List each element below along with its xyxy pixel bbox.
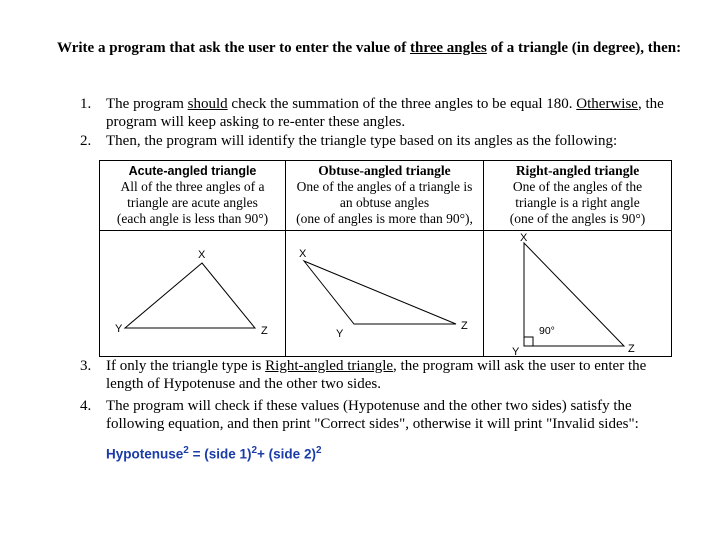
acute-triangle-shape (125, 263, 255, 328)
vertex-label-x: X (520, 232, 528, 244)
obtuse-triangle-figure (286, 231, 484, 356)
heading-part2: of a triangle (in degree), then: (486, 40, 682, 56)
description-line: One of the angles of the (512, 179, 643, 194)
vertex-label-z: Z (628, 343, 635, 355)
heading-part1: Write a program that ask the user to enter the value of (57, 40, 411, 56)
vertex-label-x: X (198, 249, 206, 261)
column-title: Right-angled triangle (515, 163, 640, 178)
text-part: , the program will keep asking to re-enter these angles. (106, 96, 664, 130)
list-number: 4. (80, 398, 92, 414)
description-line: (one of angles is more than 90°), (296, 211, 473, 226)
description-line: triangle is a right angle (515, 195, 640, 210)
description-line: All of the three angles of a (120, 179, 265, 194)
right-angle-marker (524, 337, 533, 346)
list-text: The program will check if these values (Hypotenuse and the other two sides) satisfy the following equation, and then print "Correct sides", otherwise it will print "Invalid sides": (106, 398, 639, 432)
list-number: 1. (80, 96, 92, 112)
equation-term: Hypotenuse (106, 446, 184, 462)
triangle-types-table (99, 160, 672, 357)
obtuse-figure-cell (286, 231, 484, 357)
column-title: Obtuse-angled triangle (318, 163, 451, 178)
right-figure-cell (484, 231, 672, 357)
vertex-label-x: X (299, 248, 307, 260)
text-part: If only the triangle type is (106, 358, 266, 374)
list-text (106, 357, 676, 393)
right-description-cell (484, 161, 672, 231)
acute-triangle-figure (100, 231, 286, 356)
angle-label: 90° (539, 325, 555, 337)
right-triangle-figure (484, 231, 672, 356)
underlined-text: should (187, 96, 228, 112)
vertex-label-y: Y (115, 323, 123, 335)
equation-exponent: 2 (183, 445, 189, 456)
text-part: The program (106, 96, 188, 112)
equation-exponent: 2 (315, 445, 322, 456)
equation-term: + (side 2) (257, 446, 316, 462)
list-number: 2. (80, 133, 92, 149)
vertex-label-y: Y (512, 346, 520, 356)
list-text: Then, the program will identify the triangle type based on its angles as the following: (106, 133, 618, 149)
equation-exponent: 2 (251, 445, 258, 456)
description-line: (each angle is less than 90°) (116, 211, 269, 226)
heading-underlined: three angles (410, 40, 487, 56)
description-line: triangle are acute angles (127, 195, 258, 210)
text-part: check the summation of the three angles to be equal 180. (227, 96, 577, 112)
acute-description-cell (100, 161, 286, 231)
description-line: One of the angles of a triangle is (296, 179, 473, 194)
vertex-label-z: Z (261, 325, 268, 337)
description-line: (one of the angles is 90°) (509, 211, 646, 226)
equation-term: = (side 1) (188, 446, 252, 462)
column-title: Acute-angled triangle (128, 164, 257, 178)
pythagorean-equation (106, 445, 322, 462)
list-text (106, 95, 676, 131)
list-number: 3. (80, 358, 92, 374)
vertex-label-y: Y (336, 328, 344, 340)
underlined-text: Right-angled triangle (265, 358, 394, 374)
acute-figure-cell (100, 231, 286, 357)
vertex-label-z: Z (461, 320, 468, 332)
description-line: an obtuse angles (339, 195, 430, 210)
underlined-text: Otherwise (576, 96, 638, 112)
task-heading (57, 38, 697, 58)
obtuse-triangle-shape (304, 261, 456, 324)
obtuse-description-cell (286, 161, 484, 231)
text-part: , the program will ask the user to enter the length of Hypotenuse and the other two sides. (106, 358, 647, 392)
